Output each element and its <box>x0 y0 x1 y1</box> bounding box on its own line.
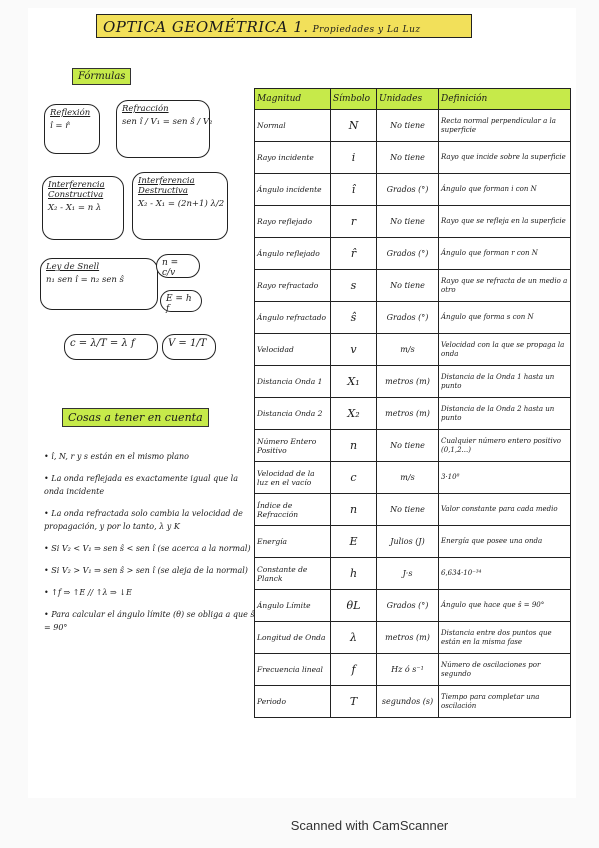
int-destructiva-eq: X₂ - X₁ = (2n+1) λ/2 <box>138 199 225 209</box>
snell-box <box>40 258 158 310</box>
table-row <box>255 558 571 590</box>
refraccion-eq: sen î / V₁ = sen ŝ / V₂ <box>122 117 213 127</box>
table-row <box>255 302 571 334</box>
cell-unidades: metros (m) <box>377 398 439 430</box>
c-eq-box: c = λ/T = λ f <box>64 334 158 360</box>
table-row <box>255 174 571 206</box>
cell-magnitud: Velocidad <box>255 334 331 366</box>
cell-definicion: Energía que posee una onda <box>439 526 571 558</box>
table-row <box>255 366 571 398</box>
header-magnitud: Magnitud <box>255 89 331 110</box>
table-row <box>255 334 571 366</box>
cell-simbolo: h <box>331 558 377 590</box>
notes-list <box>44 450 258 643</box>
cell-simbolo: X₁ <box>331 366 377 398</box>
reflexion-box <box>44 104 100 154</box>
header-unidades: Unidades <box>377 89 439 110</box>
cell-simbolo: c <box>331 462 377 494</box>
cell-simbolo: ŝ <box>331 302 377 334</box>
cell-simbolo: r̂ <box>331 238 377 270</box>
title-main: OPTICA GEOMÉTRICA 1. <box>103 18 309 36</box>
cell-definicion: 6,634·10⁻³⁴ <box>439 558 571 590</box>
cell-unidades: Grados (°) <box>377 174 439 206</box>
cell-simbolo: λ <box>331 622 377 654</box>
note-item: • Si V₂ > V₁ ⇒ sen ŝ > sen î (se aleja de la normal) <box>44 566 248 575</box>
snell-eq: n₁ sen î = n₂ sen ŝ <box>46 275 124 285</box>
cell-definicion: Valor constante para cada medio <box>439 494 571 526</box>
table-row <box>255 494 571 526</box>
cell-magnitud: Número Entero Positivo <box>255 430 331 462</box>
cell-definicion: Ángulo que forman i con N <box>439 174 571 206</box>
cell-magnitud: Periodo <box>255 686 331 718</box>
cell-magnitud: Constante de Planck <box>255 558 331 590</box>
cell-definicion: Distancia entre dos puntos que están en la misma fase <box>439 622 571 654</box>
refraccion-box <box>116 100 213 158</box>
cell-magnitud: Rayo reflejado <box>255 206 331 238</box>
cell-magnitud: Ángulo incidente <box>255 174 331 206</box>
cell-unidades: Grados (°) <box>377 302 439 334</box>
cell-definicion: Ángulo que forma s con N <box>439 302 571 334</box>
note-item: • La onda refractada solo cambia la velocidad de propagación, y por lo tanto, λ y K <box>44 509 243 531</box>
cell-unidades: Grados (°) <box>377 590 439 622</box>
cell-unidades: No tiene <box>377 110 439 142</box>
cell-unidades: No tiene <box>377 430 439 462</box>
cell-unidades: No tiene <box>377 494 439 526</box>
cell-unidades: Hz ó s⁻¹ <box>377 654 439 686</box>
table-row <box>255 110 571 142</box>
scanner-watermark: Scanned with CamScanner <box>290 818 449 833</box>
cell-simbolo: n <box>331 494 377 526</box>
cell-magnitud: Distancia Onda 1 <box>255 366 331 398</box>
e-eq-box: E = h f <box>160 290 202 312</box>
table-row <box>255 654 571 686</box>
cell-simbolo: r <box>331 206 377 238</box>
cell-magnitud: Índice de Refracción <box>255 494 331 526</box>
cell-simbolo: X₂ <box>331 398 377 430</box>
table-row <box>255 398 571 430</box>
cell-unidades: No tiene <box>377 206 439 238</box>
header-definicion: Definición <box>439 89 571 110</box>
cell-unidades: metros (m) <box>377 622 439 654</box>
table-row <box>255 686 571 718</box>
table-row <box>255 238 571 270</box>
cell-magnitud: Rayo refractado <box>255 270 331 302</box>
int-destructiva-head: Interferencia Destructiva <box>138 176 195 196</box>
table-row <box>255 270 571 302</box>
cell-definicion: Recta normal perpendicular a la superficie <box>439 110 571 142</box>
v-eq-box: V = 1/T <box>162 334 216 360</box>
cell-unidades: J·s <box>377 558 439 590</box>
cell-simbolo: v <box>331 334 377 366</box>
cell-simbolo: E <box>331 526 377 558</box>
cell-definicion: Rayo que incide sobre la superficie <box>439 142 571 174</box>
table-row <box>255 142 571 174</box>
cell-magnitud: Energía <box>255 526 331 558</box>
cell-magnitud: Longitud de Onda <box>255 622 331 654</box>
table-row <box>255 526 571 558</box>
n-eq-box: n = c/v <box>156 254 200 278</box>
note-item: • î, N, r y s están en el mismo plano <box>44 452 189 461</box>
int-destructiva-box <box>132 172 228 240</box>
table-header-row <box>255 89 571 110</box>
cell-simbolo: N <box>331 110 377 142</box>
cell-magnitud: Ángulo reflejado <box>255 238 331 270</box>
note-item: • Si V₂ < V₁ ⇒ sen ŝ < sen î (se acerca a la normal) <box>44 544 251 553</box>
page-title <box>96 14 472 38</box>
cell-simbolo: s <box>331 270 377 302</box>
cell-definicion: Cualquier número entero positivo (0,1,2...) <box>439 430 571 462</box>
note-item: • La onda reflejada es exactamente igual que la onda incidente <box>44 474 239 496</box>
table-body <box>255 110 571 718</box>
cell-magnitud: Ángulo Límite <box>255 590 331 622</box>
cell-unidades: Julios (J) <box>377 526 439 558</box>
header-simbolo: Símbolo <box>331 89 377 110</box>
notes-label: Cosas a tener en cuenta <box>62 408 209 427</box>
cell-definicion: Rayo que se refracta de un medio a otro <box>439 270 571 302</box>
magnitudes-table <box>254 88 571 718</box>
cell-magnitud: Frecuencia lineal <box>255 654 331 686</box>
reflexion-eq: î = r̂ <box>50 121 70 131</box>
cell-simbolo: θL <box>331 590 377 622</box>
note-item: • ↑f ⇒ ↑E // ↑λ ⇒ ↓E <box>44 588 132 597</box>
table-row <box>255 462 571 494</box>
table-row <box>255 622 571 654</box>
refraccion-head: Refracción <box>122 104 169 114</box>
cell-unidades: m/s <box>377 334 439 366</box>
title-sub: Propiedades y La Luz <box>312 25 421 35</box>
cell-definicion: Rayo que se refleja en la superficie <box>439 206 571 238</box>
cell-simbolo: n <box>331 430 377 462</box>
cell-magnitud: Distancia Onda 2 <box>255 398 331 430</box>
cell-definicion: Número de oscilaciones por segundo <box>439 654 571 686</box>
cell-simbolo: î <box>331 174 377 206</box>
cell-unidades: No tiene <box>377 270 439 302</box>
cell-definicion: Tiempo para completar una oscilación <box>439 686 571 718</box>
cell-definicion: 3·10⁸ <box>439 462 571 494</box>
cell-definicion: Ángulo que hace que ŝ = 90° <box>439 590 571 622</box>
reflexion-head: Reflexión <box>50 108 91 118</box>
cell-magnitud: Velocidad de la luz en el vacío <box>255 462 331 494</box>
note-item: • Para calcular el ángulo límite (θ) se obliga a que ŝ = 90° <box>44 610 255 632</box>
cell-simbolo: T <box>331 686 377 718</box>
cell-definicion: Velocidad con la que se propaga la onda <box>439 334 571 366</box>
cell-unidades: m/s <box>377 462 439 494</box>
table-row <box>255 206 571 238</box>
cell-definicion: Distancia de la Onda 2 hasta un punto <box>439 398 571 430</box>
cell-magnitud: Rayo incidente <box>255 142 331 174</box>
cell-simbolo: i <box>331 142 377 174</box>
cell-simbolo: f <box>331 654 377 686</box>
cell-definicion: Distancia de la Onda 1 hasta un punto <box>439 366 571 398</box>
int-constructiva-head: Interferencia Constructiva <box>48 180 105 200</box>
cell-unidades: No tiene <box>377 142 439 174</box>
table-row <box>255 590 571 622</box>
cell-magnitud: Ángulo refractado <box>255 302 331 334</box>
int-constructiva-box <box>42 176 124 240</box>
table-row <box>255 430 571 462</box>
cell-definicion: Ángulo que forman r con N <box>439 238 571 270</box>
cell-magnitud: Normal <box>255 110 331 142</box>
cell-unidades: Grados (°) <box>377 238 439 270</box>
cell-unidades: segundos (s) <box>377 686 439 718</box>
formulas-label: Fórmulas <box>72 68 131 85</box>
int-constructiva-eq: X₂ - X₁ = n λ <box>48 203 102 213</box>
cell-unidades: metros (m) <box>377 366 439 398</box>
snell-head: Ley de Snell <box>46 262 100 272</box>
